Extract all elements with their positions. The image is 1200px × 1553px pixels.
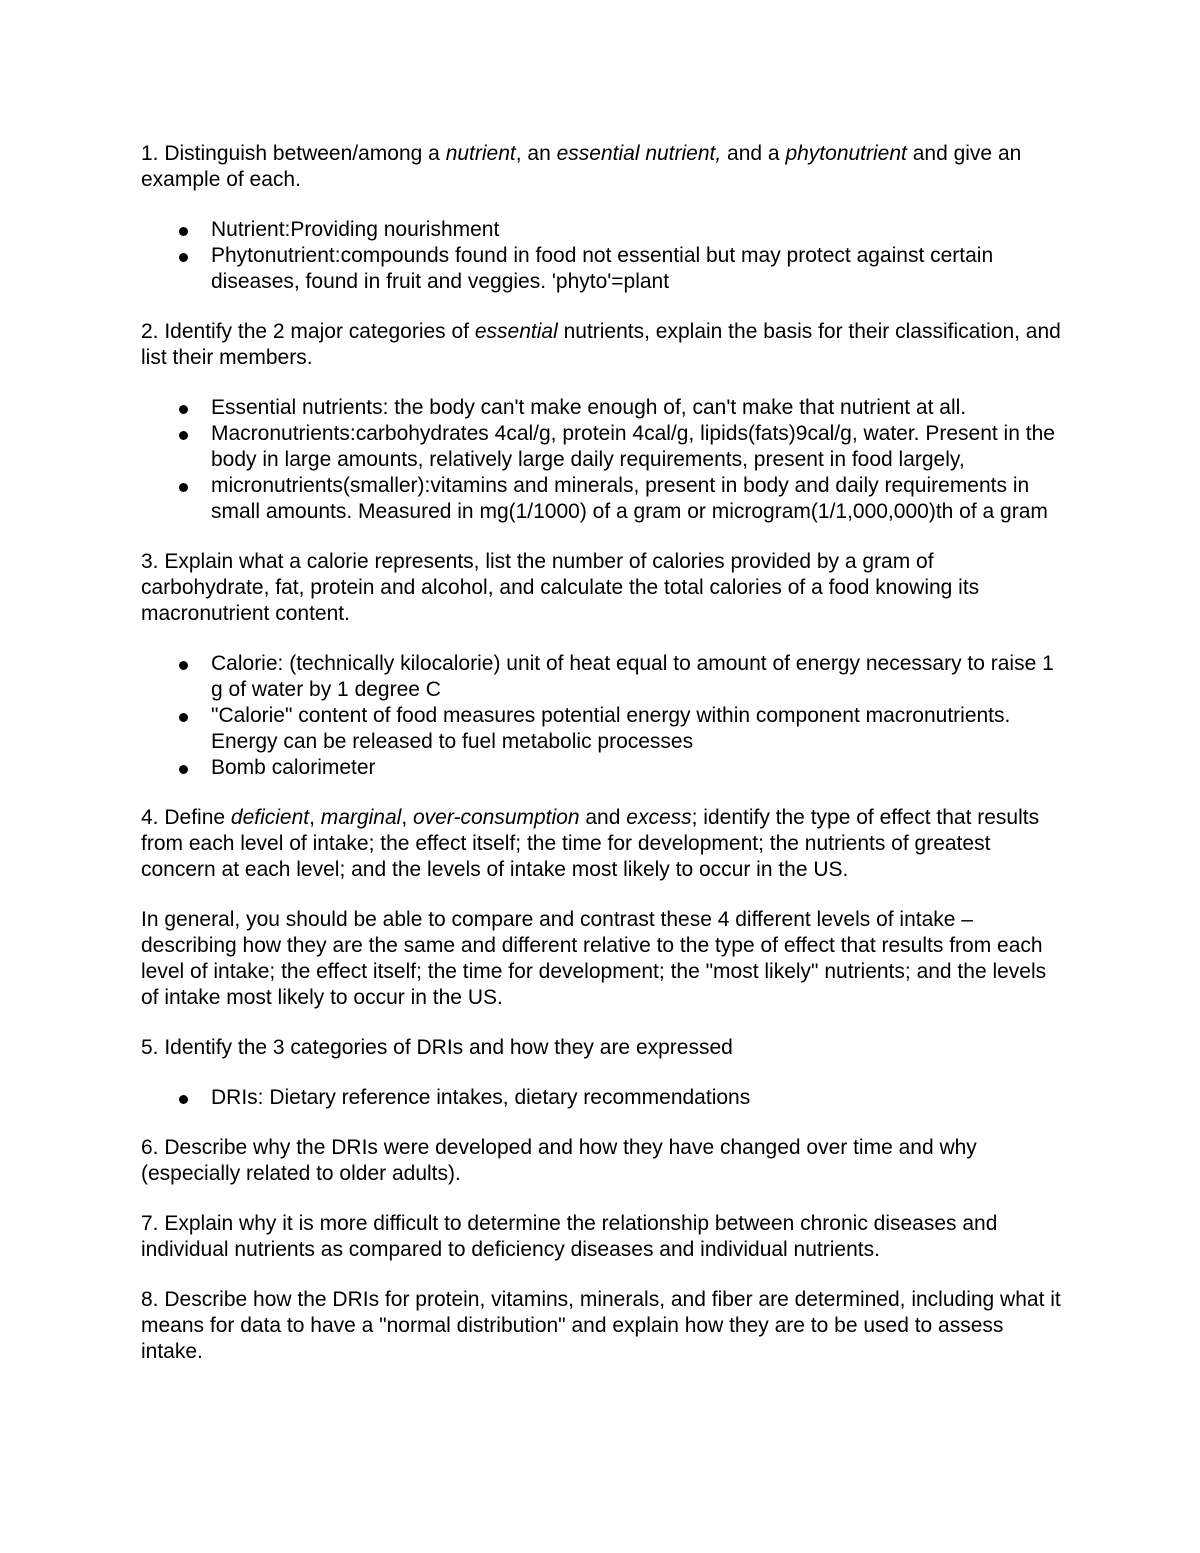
term-essential-nutrient: essential nutrient, [556,142,722,165]
question-3: 3. Explain what a calorie represents, list the number of calories provided by a gram of carbohydrate, fat, protein and alcohol, and calculate the total calories of a food knowing its macronutrient content. [141,550,980,625]
term-nutrient: nutrient [445,142,516,165]
list-item: DRIs: Dietary reference intakes, dietary recommendations [141,1085,1061,1111]
term-phytonutrient: phytonutrient [785,142,907,165]
bullet-icon [179,713,188,722]
term-over-consumption: over-consumption [413,806,580,829]
bullet-icon [179,253,188,262]
question-8: 8. Describe how the DRIs for protein, vitamins, minerals, and fiber are determined, including what it means for data to have a "normal distribution" and explain how they are to be used to assess intake. [141,1288,1061,1363]
term-essential: essential [474,320,558,343]
term-marginal: marginal [320,806,402,829]
list-item: Nutrient:Providing nourishment [141,217,1061,243]
question-4: 4. Define deficient, marginal, over-consumption and excess; identify the type of effect that results from each level of intake; the effect itself; the time for development; the nutrients of greatest concern at each level; and the levels of intake most likely to occur in the US. [141,806,1040,881]
list-item: Bomb calorimeter [141,755,1061,781]
question-1: 1. Distinguish between/among a nutrient, an essential nutrient, and a phytonutrient and give an example of each. [141,142,1022,191]
document-page [141,141,1061,1389]
question-5: 5. Identify the 3 categories of DRIs and how they are expressed [141,1036,733,1059]
question-5-answers [141,1085,1061,1111]
term-deficient: deficient [230,806,310,829]
bullet-icon [179,405,188,414]
list-item: "Calorie" content of food measures potential energy within component macronutrients. Energy can be released to fuel metabolic processes [141,703,1061,755]
bullet-icon [179,1095,188,1104]
question-2: 2. Identify the 2 major categories of essential nutrients, explain the basis for their classification, and list their members. [141,320,1061,369]
bullet-icon [179,483,188,492]
question-6: 6. Describe why the DRIs were developed and how they have changed over time and why (especially related to older adults). [141,1136,977,1185]
question-1-answers [141,217,1061,295]
list-item: micronutrients(smaller):vitamins and minerals, present in body and daily requirements in small amounts. Measured in mg(1/1000) of a gram or microgram(1/1,000,000)th of a gram [141,473,1061,525]
list-item: Calorie: (technically kilocalorie) unit of heat equal to amount of energy necessary to raise 1 g of water by 1 degree C [141,651,1061,703]
bullet-icon [179,765,188,774]
list-item: Phytonutrient:compounds found in food not essential but may protect against certain diseases, found in fruit and veggies. 'phyto'=plant [141,243,1061,295]
question-3-answers [141,651,1061,781]
list-item: Macronutrients:carbohydrates 4cal/g, protein 4cal/g, lipids(fats)9cal/g, water. Present in the body in large amounts, relatively large daily requirements, present in food largely, [141,421,1061,473]
bullet-icon [179,431,188,440]
question-2-answers [141,395,1061,525]
term-excess: excess [626,806,692,829]
bullet-icon [179,661,188,670]
question-7: 7. Explain why it is more difficult to determine the relationship between chronic diseases and individual nutrients as compared to deficiency diseases and individual nutrients. [141,1212,998,1261]
question-4-general-note: In general, you should be able to compare and contrast these 4 different levels of intake – describing how they are the same and different relative to the type of effect that results from each level of intake; the effect itself; the time for development; the "most likely" nutrients; and the levels of intake most likely to occur in the US. [141,908,1047,1009]
bullet-icon [179,227,188,236]
list-item: Essential nutrients: the body can't make enough of, can't make that nutrient at all. [141,395,1061,421]
